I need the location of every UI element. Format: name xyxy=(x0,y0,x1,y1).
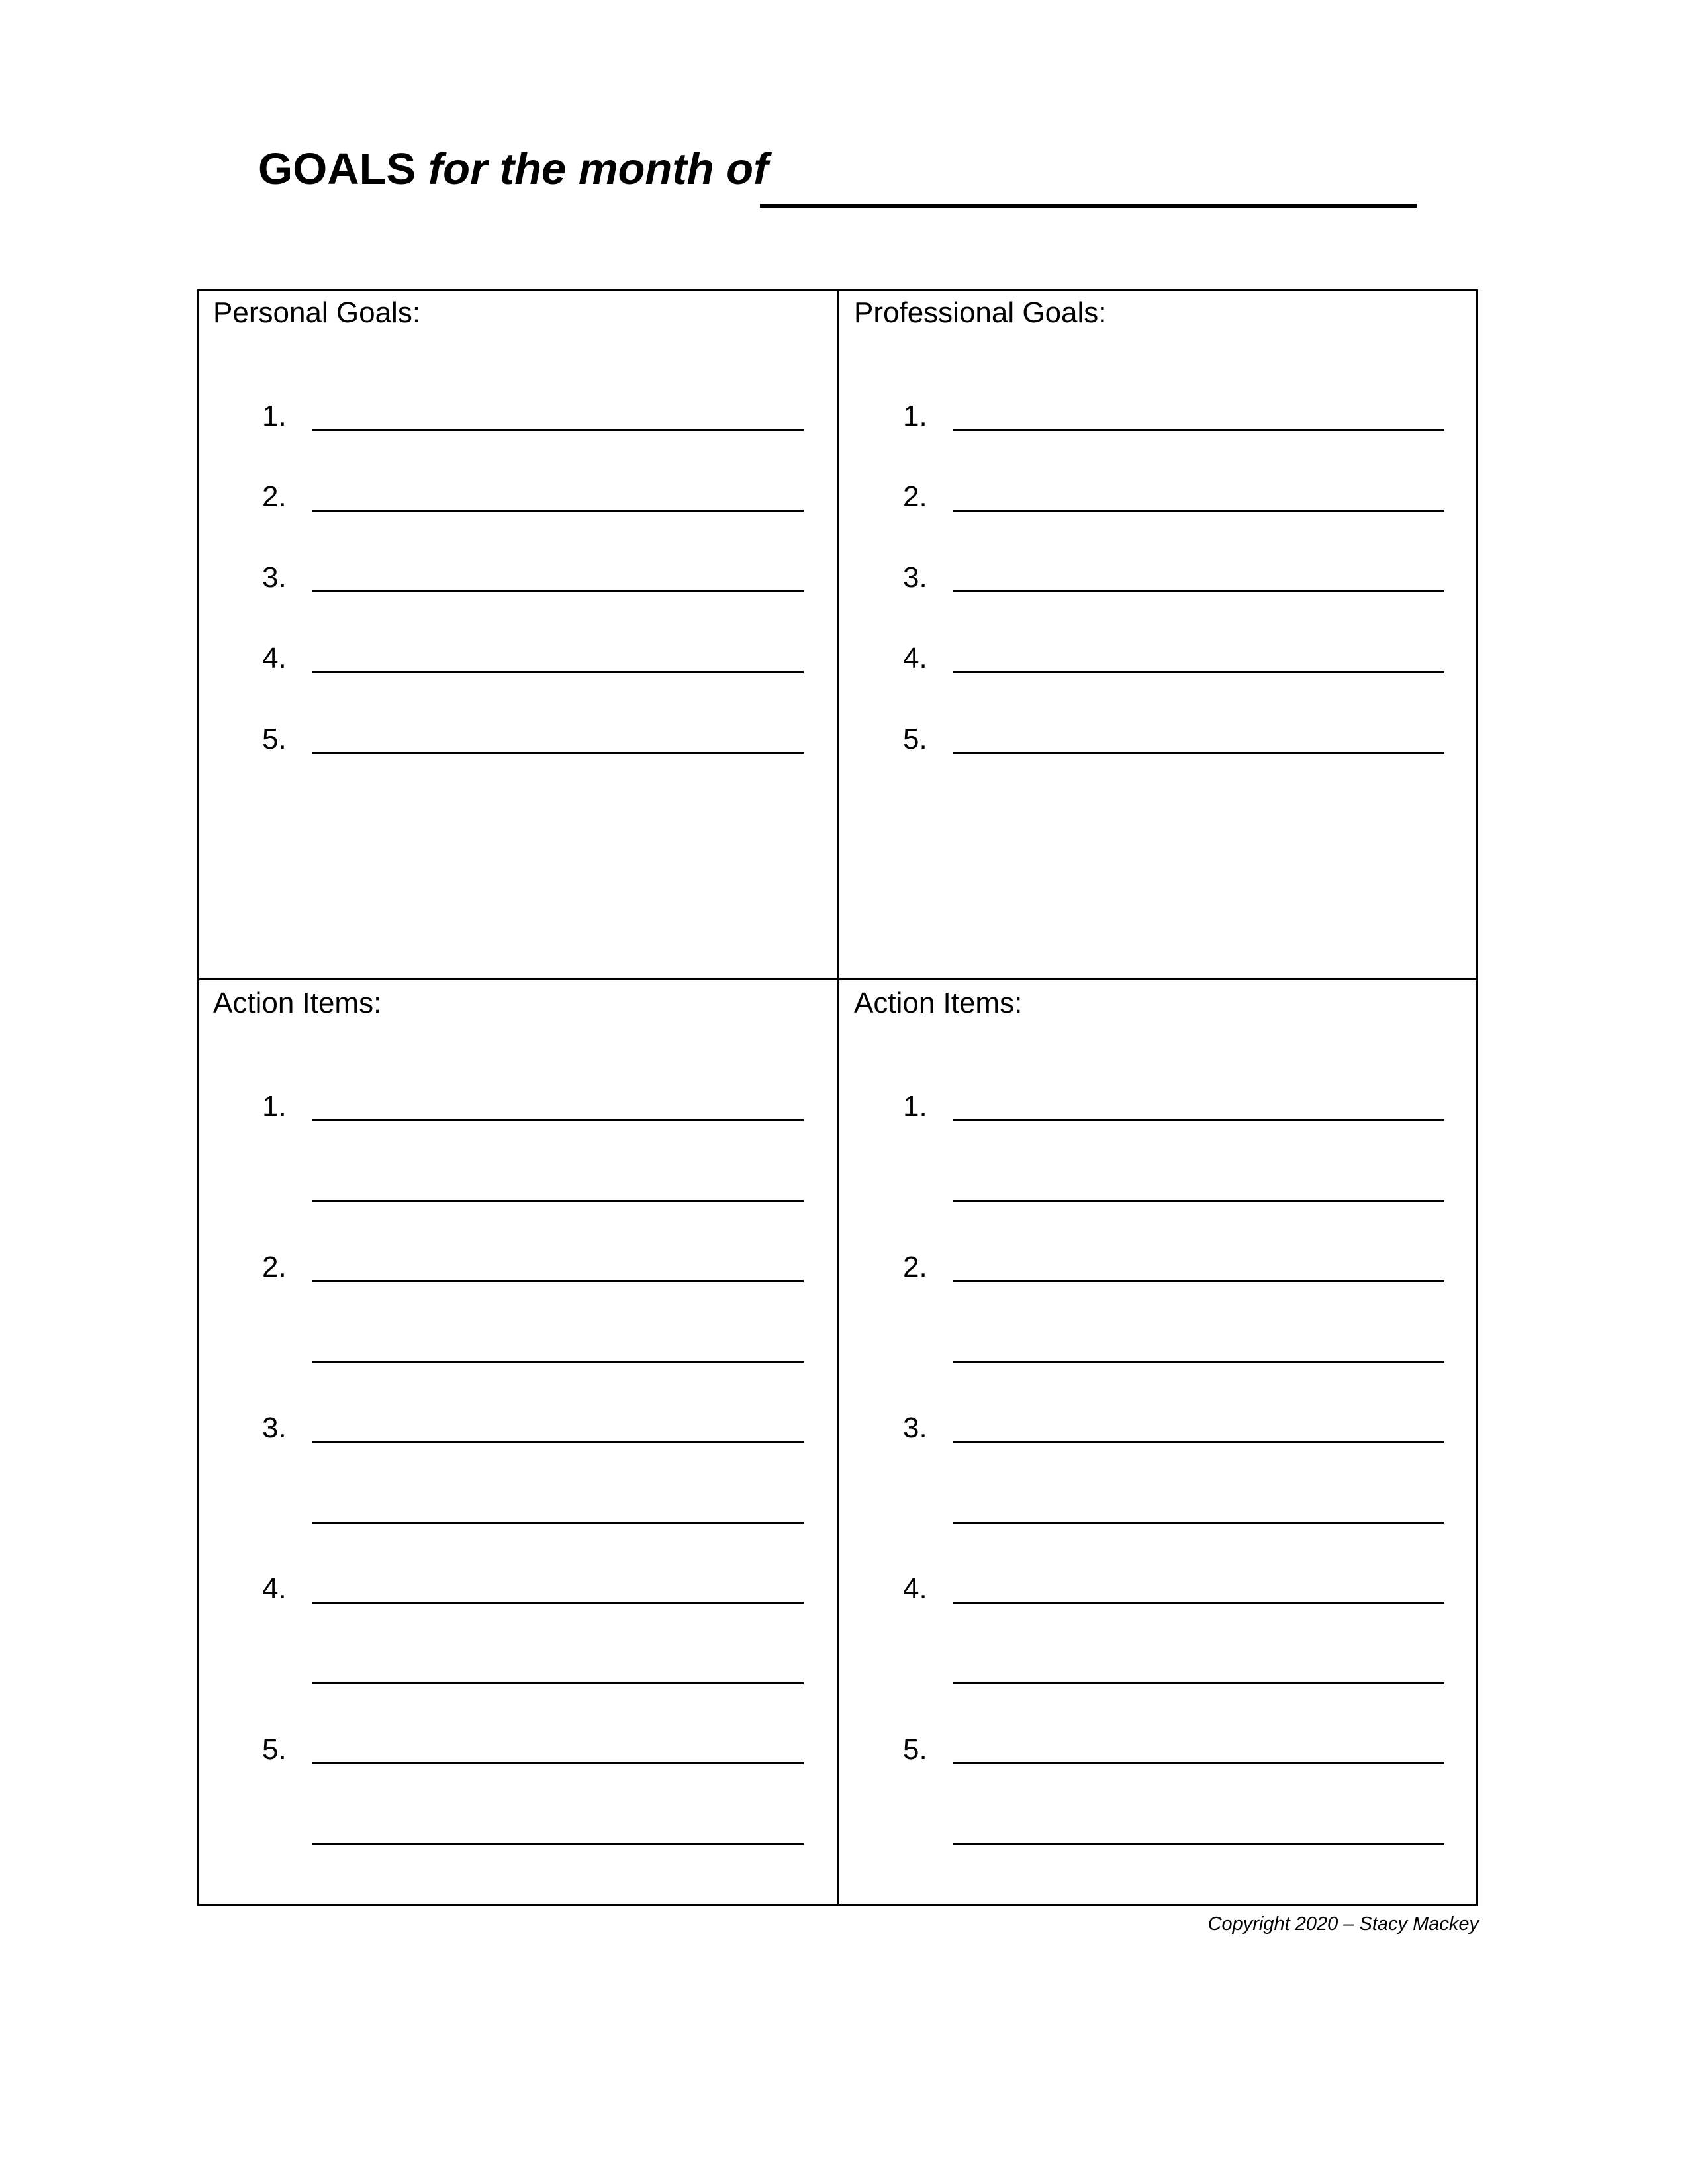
professional-action-line[interactable] xyxy=(953,1361,1444,1363)
personal-action-line[interactable] xyxy=(312,1119,804,1121)
professional-goal-number: 3. xyxy=(903,561,927,594)
professional-action-line[interactable] xyxy=(953,1119,1444,1121)
professional-action-line[interactable] xyxy=(953,1762,1444,1764)
title-goals: GOALS xyxy=(258,144,416,194)
professional-action-number: 2. xyxy=(903,1251,927,1283)
personal-goal-line[interactable] xyxy=(312,752,804,754)
personal-action-line[interactable] xyxy=(312,1361,804,1363)
professional-action-line[interactable] xyxy=(953,1843,1444,1845)
professional-action-line[interactable] xyxy=(953,1441,1444,1443)
personal-action-items-label: Action Items: xyxy=(213,987,382,1019)
personal-action-number: 4. xyxy=(262,1572,287,1605)
professional-goals-label: Professional Goals: xyxy=(854,296,1107,329)
title-month-of: for the month of xyxy=(428,144,769,194)
personal-goals-label: Personal Goals: xyxy=(213,296,421,329)
professional-action-number: 4. xyxy=(903,1572,927,1605)
personal-action-number: 2. xyxy=(262,1251,287,1283)
personal-goal-number: 5. xyxy=(262,723,287,755)
professional-action-number: 5. xyxy=(903,1733,927,1766)
professional-action-line[interactable] xyxy=(953,1200,1444,1202)
personal-action-line[interactable] xyxy=(312,1200,804,1202)
personal-action-number: 5. xyxy=(262,1733,287,1766)
personal-action-line[interactable] xyxy=(312,1602,804,1604)
professional-action-items-label: Action Items: xyxy=(854,987,1023,1019)
professional-goal-number: 2. xyxy=(903,480,927,513)
personal-action-number: 3. xyxy=(262,1412,287,1444)
personal-goal-line[interactable] xyxy=(312,671,804,673)
personal-action-line[interactable] xyxy=(312,1762,804,1764)
professional-action-line[interactable] xyxy=(953,1602,1444,1604)
professional-goal-number: 5. xyxy=(903,723,927,755)
personal-goal-line[interactable] xyxy=(312,590,804,592)
personal-action-line[interactable] xyxy=(312,1682,804,1684)
personal-goal-number: 3. xyxy=(262,561,287,594)
month-blank-line[interactable] xyxy=(760,204,1417,208)
professional-goal-number: 1. xyxy=(903,400,927,432)
professional-goal-number: 4. xyxy=(903,642,927,674)
professional-goal-line[interactable] xyxy=(953,752,1444,754)
grid-horizontal-divider xyxy=(197,978,1478,980)
professional-goal-line[interactable] xyxy=(953,671,1444,673)
personal-action-line[interactable] xyxy=(312,1280,804,1282)
professional-action-number: 1. xyxy=(903,1090,927,1122)
personal-goal-line[interactable] xyxy=(312,510,804,512)
personal-action-number: 1. xyxy=(262,1090,287,1122)
professional-action-line[interactable] xyxy=(953,1522,1444,1524)
professional-goal-line[interactable] xyxy=(953,510,1444,512)
professional-goal-line[interactable] xyxy=(953,429,1444,431)
professional-action-line[interactable] xyxy=(953,1280,1444,1282)
personal-action-line[interactable] xyxy=(312,1441,804,1443)
personal-action-line[interactable] xyxy=(312,1522,804,1524)
personal-goal-number: 2. xyxy=(262,480,287,513)
copyright-text: Copyright 2020 – Stacy Mackey xyxy=(1207,1913,1479,1934)
personal-action-line[interactable] xyxy=(312,1843,804,1845)
grid-vertical-divider xyxy=(837,289,839,1906)
personal-goal-line[interactable] xyxy=(312,429,804,431)
professional-action-line[interactable] xyxy=(953,1682,1444,1684)
page-title xyxy=(258,144,769,194)
professional-goal-line[interactable] xyxy=(953,590,1444,592)
professional-action-number: 3. xyxy=(903,1412,927,1444)
personal-goal-number: 1. xyxy=(262,400,287,432)
personal-goal-number: 4. xyxy=(262,642,287,674)
